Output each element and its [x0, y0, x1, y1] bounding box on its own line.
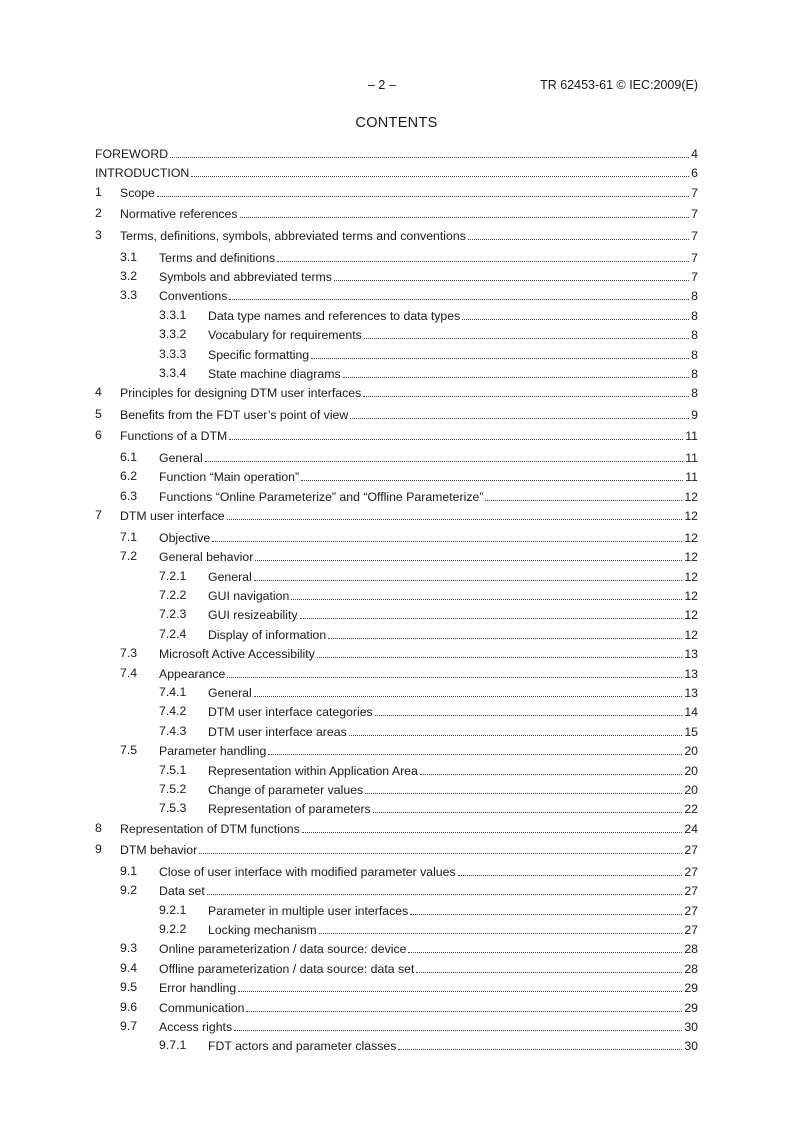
dot-leader: [398, 1037, 682, 1050]
dot-leader: [410, 902, 682, 915]
toc-entry-title: General behavior: [159, 550, 254, 565]
toc-entry-page: 4: [691, 147, 698, 161]
page-title: CONTENTS: [355, 115, 438, 131]
toc-entry[interactable]: [95, 307, 698, 326]
toc-entry-title: Function “Main operation”: [159, 470, 300, 485]
toc-entry-title: FOREWORD: [95, 147, 169, 161]
toc-entry-number: 9.7.1: [159, 1038, 187, 1053]
toc-entry-title: Data type names and references to data types: [208, 308, 461, 323]
toc-entry-number: 3.3.2: [159, 327, 187, 342]
toc-entry[interactable]: [95, 999, 698, 1018]
toc-entry-number: 9.1: [120, 863, 138, 878]
dot-leader: [375, 703, 683, 716]
dot-leader: [207, 882, 683, 895]
toc-entry-page: 8: [691, 347, 698, 362]
toc-entry-number: 7.3: [120, 646, 138, 661]
toc-entry[interactable]: [95, 507, 698, 529]
dot-leader: [364, 326, 689, 339]
toc-entry[interactable]: [95, 529, 698, 548]
toc-entry-title: Access rights: [159, 1020, 233, 1035]
toc-entry-title: Principles for designing DTM user interfaces: [120, 386, 362, 401]
toc-entry[interactable]: [95, 145, 698, 164]
toc-entry[interactable]: [95, 326, 698, 345]
toc-entry[interactable]: [95, 742, 698, 761]
toc-entry-number: 9.2: [120, 883, 138, 898]
toc-entry-title: General: [208, 569, 252, 584]
toc-entry-title: Microsoft Active Accessibility: [159, 647, 315, 662]
dot-leader: [349, 723, 683, 736]
toc-entry[interactable]: [95, 449, 698, 468]
toc-entry-title: Representation within Application Area: [208, 763, 418, 778]
toc-entry-page: 12: [684, 589, 698, 604]
dot-leader: [191, 164, 689, 177]
dot-leader: [229, 287, 689, 300]
toc-entry[interactable]: [95, 800, 698, 819]
toc-entry-page: 12: [684, 550, 698, 565]
toc-entry-number: 6.1: [120, 450, 138, 465]
toc-entry-page: 27: [684, 903, 698, 918]
toc-entry-title: Functions “Online Parameterize” and “Offline Parameterize”: [159, 489, 484, 504]
toc-entry-title: GUI resizeability: [208, 608, 298, 623]
toc-entry-number: 2: [95, 206, 102, 221]
toc-entry-page: 20: [684, 744, 698, 759]
toc-entry[interactable]: [95, 184, 698, 206]
toc-entry-title: Appearance: [159, 666, 226, 681]
toc-entry[interactable]: [95, 703, 698, 722]
toc-entry[interactable]: [95, 249, 698, 268]
dot-leader: [373, 800, 683, 813]
toc-entry-title: Scope: [120, 185, 155, 200]
toc-entry[interactable]: [95, 762, 698, 781]
dot-leader: [170, 145, 689, 158]
dot-leader: [234, 1018, 682, 1031]
dot-leader: [350, 406, 689, 419]
dot-leader: [227, 507, 683, 520]
toc-entry-page: 27: [684, 923, 698, 938]
toc-entry[interactable]: [95, 665, 698, 684]
dot-leader: [229, 427, 683, 440]
toc-entry[interactable]: [95, 488, 698, 507]
toc-entry-number: 7.1: [120, 529, 138, 544]
dot-leader: [365, 781, 682, 794]
toc-entry-title: Terms, definitions, symbols, abbreviated terms and conventions: [120, 228, 466, 243]
toc-entry[interactable]: [95, 287, 698, 306]
dot-leader: [212, 529, 682, 542]
dot-leader: [268, 742, 682, 755]
toc-entry[interactable]: [95, 863, 698, 882]
toc-entry-page: 7: [691, 250, 698, 265]
toc-entry-title: Parameter in multiple user interfaces: [208, 903, 409, 918]
toc-entry-title: Locking mechanism: [208, 923, 317, 938]
toc-entry-title: DTM user interface areas: [208, 724, 347, 739]
dot-leader: [363, 384, 689, 397]
dot-leader: [319, 921, 683, 934]
dot-leader: [157, 184, 689, 197]
toc-entry-page: 8: [691, 328, 698, 343]
toc-entry-number: 9.2.1: [159, 902, 187, 917]
toc-entry-page: 11: [685, 429, 698, 444]
toc-entry-title: GUI navigation: [208, 589, 290, 604]
toc-entry-title: Terms and definitions: [159, 250, 276, 265]
toc-entry-title: Functions of a DTM: [120, 429, 228, 444]
dot-leader: [334, 268, 689, 281]
toc-entry-page: 13: [684, 666, 698, 681]
dot-leader: [246, 999, 682, 1012]
toc-entry[interactable]: [95, 164, 698, 183]
toc-entry-page: 12: [684, 627, 698, 642]
toc-entry[interactable]: [95, 1037, 698, 1056]
toc-entry[interactable]: [95, 606, 698, 625]
toc-entry[interactable]: [95, 645, 698, 664]
dot-leader: [317, 645, 683, 658]
toc-entry[interactable]: [95, 940, 698, 959]
toc-entry-title: Objective: [159, 530, 211, 545]
dot-leader: [462, 307, 689, 320]
toc-entry[interactable]: [95, 781, 698, 800]
toc-entry[interactable]: [95, 384, 698, 406]
toc-entry-title: Representation of DTM functions: [120, 821, 300, 836]
toc-entry-page: 8: [691, 289, 698, 304]
toc-entry-title: Communication: [159, 1000, 245, 1015]
toc-entry-number: 7.5.1: [159, 762, 187, 777]
toc-entry-page: 8: [691, 386, 698, 401]
toc-entry-page: 6: [691, 166, 698, 181]
toc-entry-page: 15: [684, 724, 698, 739]
toc-entry-number: 7.2.4: [159, 626, 187, 641]
toc-entry-page: 8: [691, 308, 698, 323]
toc-entry-title: Close of user interface with modified parameter values: [159, 864, 456, 879]
dot-leader: [277, 249, 689, 262]
toc-entry-page: 29: [684, 1000, 698, 1015]
toc-entry-number: 3.1: [120, 249, 138, 264]
toc-entry-page: 28: [684, 942, 698, 957]
dot-leader: [328, 626, 682, 639]
toc-entry-page: 7: [691, 269, 698, 284]
toc-entry[interactable]: [95, 346, 698, 365]
toc-entry-title: Offline parameterization / data source: data set: [159, 961, 415, 976]
toc-entry-number: 3.3.4: [159, 365, 187, 380]
toc-entry-page: 22: [684, 802, 698, 817]
toc-entry[interactable]: [95, 902, 698, 921]
toc-entry-number: 8: [95, 820, 102, 835]
dot-leader: [485, 488, 682, 501]
toc-entry-page: 28: [684, 961, 698, 976]
toc-entry-number: 6: [95, 428, 102, 443]
toc-entry-number: 9.3: [120, 941, 138, 956]
dot-leader: [240, 205, 690, 218]
toc-entry-number: 5: [95, 406, 102, 421]
toc-entry-page: 20: [684, 763, 698, 778]
toc-entry-title: Normative references: [120, 207, 238, 222]
toc-entry-number: 4: [95, 385, 102, 400]
toc-entry[interactable]: [95, 568, 698, 587]
dot-leader: [343, 365, 690, 378]
toc-entry[interactable]: [95, 468, 698, 487]
toc-entry-page: 14: [684, 705, 698, 720]
dot-leader: [227, 665, 682, 678]
toc-entry-page: 9: [691, 407, 698, 422]
toc-entry-title: General: [159, 451, 203, 466]
toc-entry[interactable]: [95, 684, 698, 703]
dot-leader: [254, 684, 683, 697]
toc-entry[interactable]: [95, 723, 698, 742]
toc-entry-number: 7.2: [120, 549, 138, 564]
toc-entry-number: 3.3.3: [159, 346, 187, 361]
toc-entry-page: 12: [684, 608, 698, 623]
toc-entry-title: INTRODUCTION: [95, 166, 190, 181]
toc-entry-page: 7: [691, 185, 698, 200]
toc-entry[interactable]: [95, 587, 698, 606]
dot-leader: [302, 820, 683, 833]
toc-entry-number: 9: [95, 842, 102, 857]
toc-entry-number: 3.3: [120, 288, 138, 303]
toc-entry-number: 9.5: [120, 980, 138, 995]
toc-entry-page: 27: [684, 884, 698, 899]
dot-leader: [311, 346, 689, 359]
toc-entry-page: 11: [685, 451, 698, 466]
toc-entry-page: 24: [684, 821, 698, 836]
toc-entry-page: 29: [684, 981, 698, 996]
toc-entry-title: FDT actors and parameter classes: [208, 1039, 397, 1054]
toc-entry-title: DTM behavior: [120, 843, 198, 858]
toc-entry-title: Conventions: [159, 289, 228, 304]
toc-entry-title: Data set: [159, 884, 205, 899]
toc-entry-page: 12: [684, 509, 698, 524]
dot-leader: [301, 468, 683, 481]
toc-entry-page: 30: [684, 1039, 698, 1054]
toc-entry-number: 7.5.3: [159, 801, 187, 816]
toc-entry-number: 3: [95, 227, 102, 242]
toc-entry-title: Online parameterization / data source: device: [159, 942, 407, 957]
toc-entry-title: General: [208, 685, 252, 700]
toc-entry-title: Change of parameter values: [208, 782, 364, 797]
toc-entry-title: DTM user interface categories: [208, 705, 373, 720]
toc-entry-title: Parameter handling: [159, 744, 267, 759]
toc-entry-title: Benefits from the FDT user’s point of view: [120, 407, 349, 422]
toc-entry-number: 7.4.2: [159, 704, 187, 719]
page-number: – 2 –: [368, 78, 396, 92]
toc-entry-page: 7: [691, 228, 698, 243]
toc-entry-number: 6.3: [120, 488, 138, 503]
toc-entry[interactable]: [95, 626, 698, 645]
toc-entry-page: 30: [684, 1020, 698, 1035]
toc-entry-title: DTM user interface: [120, 509, 225, 524]
toc-entry-page: 11: [685, 470, 698, 485]
toc-entry-number: 7.4.3: [159, 723, 187, 738]
toc-entry[interactable]: [95, 921, 698, 940]
toc-entry-number: 7.2.1: [159, 568, 187, 583]
toc-entry-title: Vocabulary for requirements: [208, 328, 362, 343]
toc-entry-title: Specific formatting: [208, 347, 310, 362]
toc-entry-page: 13: [684, 647, 698, 662]
toc-entry[interactable]: [95, 1018, 698, 1037]
toc-entry-page: 12: [684, 569, 698, 584]
toc-entry-title: Symbols and abbreviated terms: [159, 269, 332, 284]
toc-entry-number: 7.5: [120, 743, 138, 758]
toc-entry[interactable]: [95, 841, 698, 863]
toc-entry-number: 7.4: [120, 665, 138, 680]
document-id: TR 62453-61 © IEC:2009(E): [540, 78, 698, 92]
dot-leader: [468, 227, 689, 240]
toc-entry-number: 7: [95, 508, 102, 523]
dot-leader: [416, 960, 682, 973]
toc-entry-title: Error handling: [159, 981, 237, 996]
toc-entry[interactable]: [95, 205, 698, 227]
dot-leader: [205, 449, 683, 462]
toc-entry-number: 1: [95, 184, 102, 199]
toc-entry[interactable]: [95, 960, 698, 979]
toc-entry-title: State machine diagrams: [208, 366, 341, 381]
dot-leader: [199, 841, 682, 854]
toc-entry[interactable]: [95, 268, 698, 287]
toc-entry-page: 20: [684, 782, 698, 797]
toc-entry[interactable]: [95, 406, 698, 428]
toc-entry[interactable]: [95, 820, 698, 842]
dot-leader: [254, 568, 683, 581]
toc-entry-number: 7.2.2: [159, 588, 187, 603]
toc-entry[interactable]: [95, 548, 698, 567]
dot-leader: [255, 548, 682, 561]
toc-entry-page: 27: [684, 843, 698, 858]
toc-entry-page: 13: [684, 685, 698, 700]
toc-entry-title: Representation of parameters: [208, 802, 371, 817]
toc-entry-number: 3.3.1: [159, 307, 187, 322]
dot-leader: [458, 863, 683, 876]
toc-entry[interactable]: [95, 979, 698, 998]
dot-leader: [291, 587, 682, 600]
toc-entry-number: 7.4.1: [159, 684, 187, 699]
toc-entry-page: 12: [684, 489, 698, 504]
toc-entry-number: 7.2.3: [159, 607, 187, 622]
toc-entry-number: 6.2: [120, 469, 138, 484]
toc-entry-number: 3.2: [120, 268, 138, 283]
toc-entry-page: 7: [691, 207, 698, 222]
toc-entry[interactable]: [95, 365, 698, 384]
table-of-contents: [95, 145, 698, 1057]
dot-leader: [238, 979, 682, 992]
toc-entry-number: 9.6: [120, 999, 138, 1014]
toc-entry-number: 9.4: [120, 960, 138, 975]
toc-entry-page: 8: [691, 366, 698, 381]
dot-leader: [420, 762, 682, 775]
toc-entry-page: 12: [684, 530, 698, 545]
toc-entry[interactable]: [95, 427, 698, 449]
toc-entry-number: 7.5.2: [159, 781, 187, 796]
toc-entry-page: 27: [684, 864, 698, 879]
dot-leader: [300, 606, 683, 619]
toc-entry[interactable]: [95, 227, 698, 249]
toc-entry-title: Display of information: [208, 627, 327, 642]
dot-leader: [408, 940, 682, 953]
toc-entry-number: 9.7: [120, 1019, 138, 1034]
toc-entry[interactable]: [95, 882, 698, 901]
toc-entry-number: 9.2.2: [159, 922, 187, 937]
